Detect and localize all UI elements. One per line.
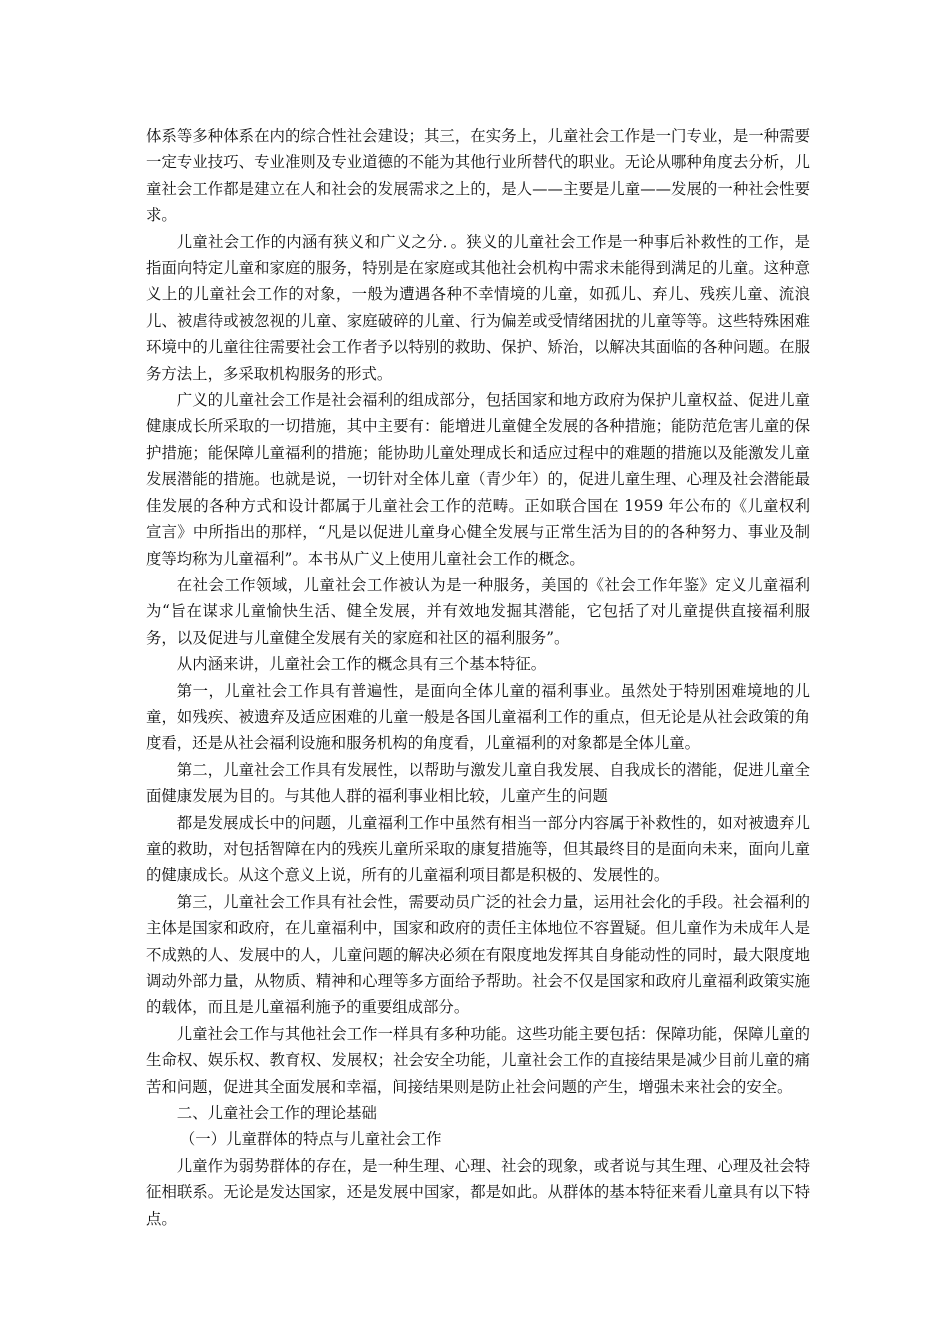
paragraph-feature-sociality: 第三，儿童社会工作具有社会性，需要动员广泛的社会力量，运用社会化的手段。社会福利的主体是国家和政府，在儿童福利中，国家和政府的责任主体地位不容置疑。但儿童作为未成年人是不成熟的人、发展中的人，儿童问题的解决必须在有限度地发挥其自身能动性的同时，最大限度地调动外部力量，从物质、精神和心理等多方面给予帮助。社会不仅是国家和政府儿童福利政策实施的载体，而且是儿童福利施予的重要组成部分。 — [146, 892, 810, 1017]
section-heading: 二、儿童社会工作的理论基础 — [176, 1104, 377, 1123]
paragraph-broad-definition: 广义的儿童社会工作是社会福利的组成部分，包括国家和地方政府为保护儿童权益、促进儿童健康成长所采取的一切措施，其中主要有：能增进儿童健全发展的各种措施；能防范危害儿童的保护措施；能保障儿童福利的措施；能协助儿童处理成长和适应过程中的难题的措施以及能激发儿童发展潜能的措施。也就是说，一切针对全体儿童（青少年）的，促进儿童生理、心理及社会潜能最佳发展的各种方式和设计都属于儿童社会工作的范畴。正如联合国在 1959 年公布的《儿童权利宣言》中所指出的那样，“凡是以促进儿童身心健全发展与正常生活为目的的各种努力、事业及制度等均称为儿童福利”。本书从广义上使用儿童社会工作的概念。 — [146, 391, 810, 568]
paragraph-social-work-yearbook: 在社会工作领域，儿童社会工作被认为是一种服务，美国的《社会工作年鉴》定义儿童福利为“旨在谋求儿童愉快生活、健全发展，并有效地发掘其潜能，它包括了对儿童提供直接福利服务，以及促进与儿童健全发展有关的家庭和社区的福利服务”。 — [146, 575, 810, 647]
subsection-heading: （一）儿童群体的特点与儿童社会工作 — [179, 1130, 442, 1149]
paragraph-group-characteristics: 儿童作为弱势群体的存在，是一种生理、心理、社会的现象，或者说与其生理、心理及社会特征相联系。无论是发达国家，还是发展中国家，都是如此。从群体的基本特征来看儿童具有以下特点。 — [146, 1156, 810, 1228]
paragraph-three-features: 从内涵来讲，儿童社会工作的概念具有三个基本特征。 — [176, 655, 547, 674]
paragraph-narrow-broad-definition: 儿童社会工作的内涵有狭义和广义之分．。狭义的儿童社会工作是一种事后补救性的工作，是指面向特定儿童和家庭的服务，特别是在家庭或其他社会机构中需求未能得到满足的儿童。这种意义上的儿童社会工作的对象，一般为遭遇各种不幸情境的儿童，如孤儿、弃儿、残疾儿童、流浪儿、被虐待或被忽视的儿童、家庭破碎的儿童、行为偏差或受情绪困扰的儿童等等。这些特殊困难环境中的儿童往往需要社会工作者予以特别的救助、保护、矫治，以解决其面临的各种问题。在服务方法上，多采取机构服务的形式。 — [146, 232, 810, 383]
document-body — [146, 123, 810, 1232]
paragraph-feature-universality: 第一，儿童社会工作具有普遍性，是面向全体儿童的福利事业。虽然处于特别困难境地的儿童，如残疾、被遗弃及适应困难的儿童一般是各国儿童福利工作的重点，但无论是从社会政策的角度看，还是从社会福利设施和服务机构的角度看，儿童福利的对象都是全体儿童。 — [146, 681, 810, 753]
paragraph-functions: 儿童社会工作与其他社会工作一样具有多种功能。这些功能主要包括：保障功能，保障儿童的生命权、娱乐权、教育权、发展权；社会安全功能，儿童社会工作的直接结果是减少目前儿童的痛苦和问题，促进其全面发展和幸福，间接结果则是防止社会问题的产生，增强未来社会的安全。 — [146, 1024, 810, 1096]
paragraph-feature-development: 第二，儿童社会工作具有发展性，以帮助与激发儿童自我发展、自我成长的潜能，促进儿童全面健康发展为目的。与其他人群的福利事业相比较，儿童产生的问题 — [146, 760, 810, 806]
paragraph-development-continued: 都是发展成长中的问题，儿童福利工作中虽然有相当一部分内容属于补救性的，如对被遗弃儿童的救助，对包括智障在内的残疾儿童所采取的康复措施等，但其最终目的是面向未来，面向儿童的健康成长。从这个意义上说，所有的儿童福利项目都是积极的、发展性的。 — [146, 813, 810, 885]
paragraph-continuation: 体系等多种体系在内的综合性社会建设；其三，在实务上，儿童社会工作是一门专业，是一种需要一定专业技巧、专业准则及专业道德的不能为其他行业所替代的职业。无论从哪种角度去分析，儿童社会工作都是建立在人和社会的发展需求之上的，是人——主要是儿童——发展的一种社会性要求。 — [146, 127, 810, 225]
